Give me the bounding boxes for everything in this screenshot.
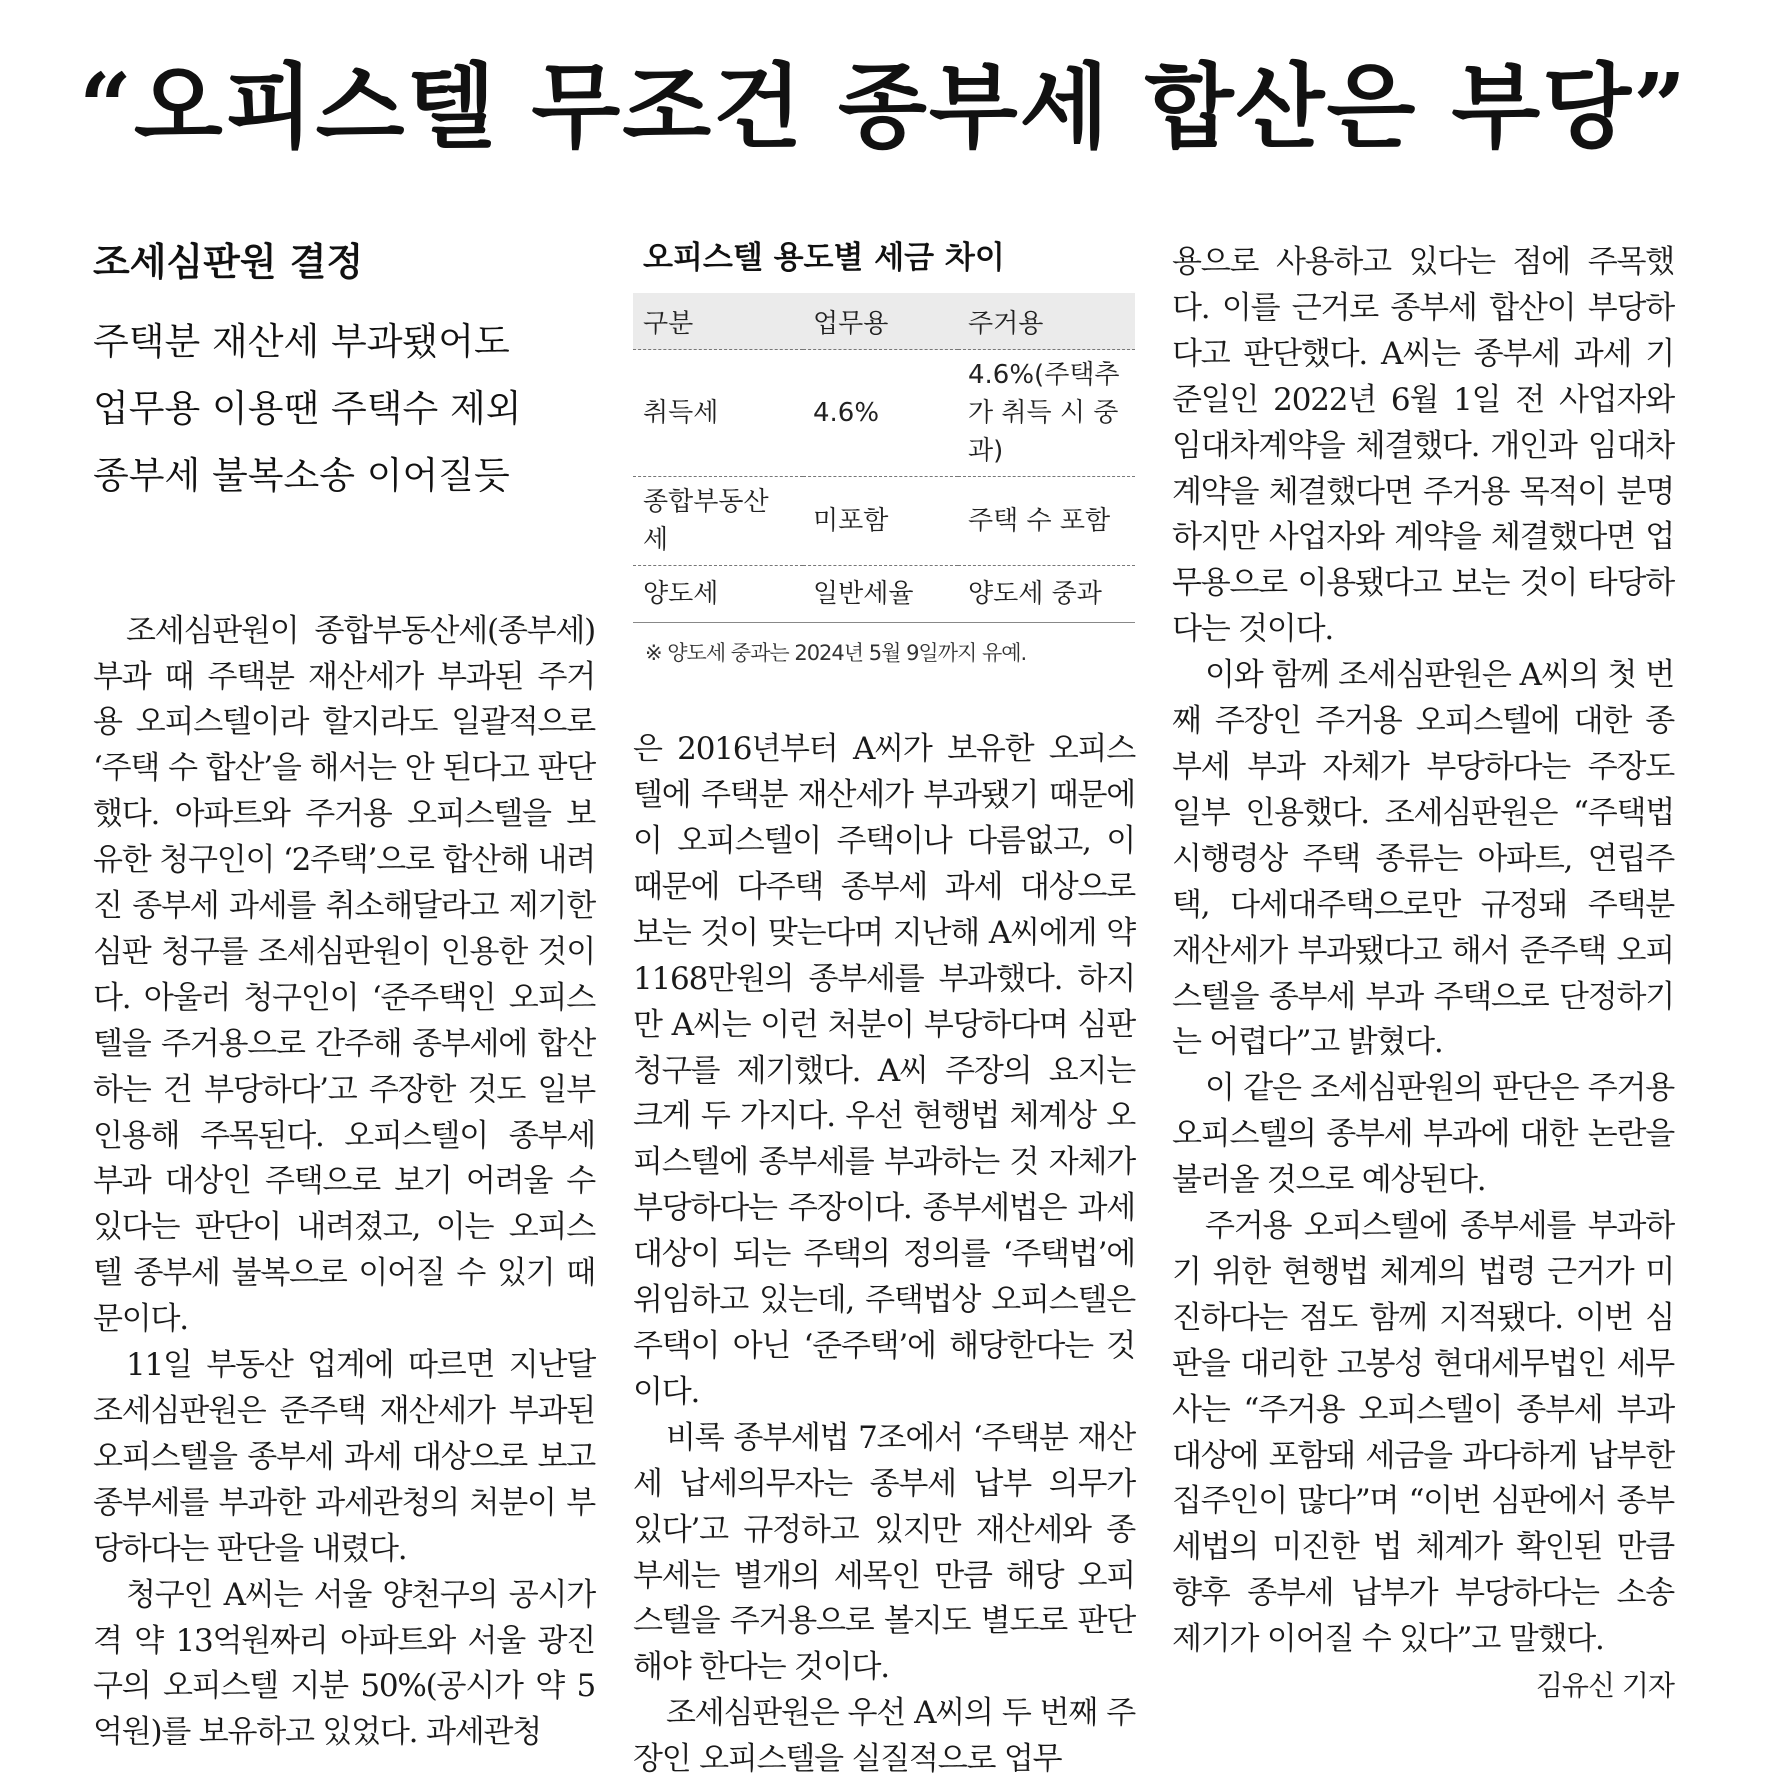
cell-category: 취득세 — [633, 350, 803, 477]
paragraph: 이와 함께 조세심판원은 A씨의 첫 번째 주장인 주거용 오피스텔에 대한 종부세 부과 자체가 부당하다는 주장도 일부 인용했다. 조세심판원은 “주택법 시행령상 주택 종류는 아파트, 연립주택, 다세대주택으로만 규정돼 주택분 재산세가 부과됐다고 해서 준주택 오피스텔을 종부세 부과 주택으로 단정하기는 어렵다”고 밝혔다. — [1172, 657, 1674, 1061]
cell-residential: 양도세 중과 — [958, 566, 1135, 623]
cell-business: 일반세율 — [803, 566, 958, 623]
column-1 — [93, 240, 595, 1756]
cell-business: 미포함 — [803, 477, 958, 566]
article-body-col3 — [1172, 240, 1674, 1703]
table-row — [633, 350, 1135, 477]
kicker: 조세심판원 결정 — [93, 240, 364, 284]
column-2 — [633, 240, 1135, 1783]
paragraph: 조세심판원이 종합부동산세(종부세) 부과 때 주택분 재산세가 부과된 주거용 오피스텔이라 할지라도 일괄적으로 ‘주택 수 합산’을 해서는 안 된다고 판단했다. 아파트와 주거용 오피스텔을 보유한 청구인이 ‘2주택’으로 합산해 내려진 종부세 과세를 취소해달라고 제기한 심판 청구를 조세심판원이 인용한 것이다. 아울러 청구인이 ‘준주택인 오피스텔을 주거용으로 간주해 종부세에 합산하는 건 부당하다’고 주장한 것도 일부 인용해 주목된다. 오피스텔이 종부세 부과 대상인 주택으로 보기 어려울 수 있다는 판단이 내려졌고, 이는 오피스텔 종부세 불복으로 이어질 수 있기 때문이다. — [93, 612, 595, 1338]
cell-category: 종합부동산세 — [633, 477, 803, 566]
cell-category: 양도세 — [633, 566, 803, 623]
tax-comparison-table — [633, 293, 1135, 623]
paragraph: 청구인 A씨는 서울 양천구의 공시가격 약 13억원짜리 아파트와 서울 광진구의 오피스텔 지분 50%(공시가 약 5억원)를 보유하고 있었다. 과세관청 — [93, 1576, 595, 1751]
article-body-col2 — [633, 727, 1135, 1783]
headline: “오피스텔 무조건 종부세 합산은 부당” — [78, 53, 1689, 161]
byline: 김유신 기자 — [1535, 1669, 1674, 1703]
paragraph: 주거용 오피스텔에 종부세를 부과하기 위한 현행법 체계의 법령 근거가 미진하다는 점도 함께 지적됐다. 이번 심판을 대리한 고봉성 현대세무법인 세무사는 “주거용 오피스텔이 종부세 부과 대상에 포함돼 세금을 과다하게 납부한 집주인이 많다”며 “이번 심판에서 종부세법의 미진한 법 체계가 확인된 만큼 향후 종부세 납부가 부당하다는 소송 제기가 이어질 수 있다”고 말했다. — [1172, 1208, 1674, 1658]
header-residential: 주거용 — [958, 293, 1135, 350]
header-business: 업무용 — [803, 293, 958, 350]
table-row — [633, 477, 1135, 566]
paragraph: 은 2016년부터 A씨가 보유한 오피스텔에 주택분 재산세가 부과됐기 때문에 이 오피스텔이 주택이나 다름없고, 이 때문에 다주택 종부세 과세 대상으로 보는 것이 맞는다며 지난해 A씨에게 약 1168만원의 종부세를 부과했다. 하지만 A씨는 이런 처분이 부당하다며 심판 청구를 제기했다. A씨 주장의 요지는 크게 두 가지다. 우선 현행법 체계상 오피스텔에 종부세를 부과하는 것 자체가 부당하다는 주장이다. 종부세법은 과세 대상이 되는 주택의 정의를 ‘주택법’에 위임하고 있는데, 주택법상 오피스텔은 주택이 아닌 ‘준주택’에 해당한다는 것이다. — [633, 731, 1135, 1410]
column-3 — [1172, 240, 1674, 1709]
article-body-col1 — [93, 609, 595, 1757]
subhead-line-1: 주택분 재산세 부과됐어도 — [93, 319, 510, 363]
paragraph: 11일 부동산 업계에 따르면 지난달 조세심판원은 준주택 재산세가 부과된 오피스텔을 종부세 과세 대상으로 보고 종부세를 부과한 과세관청의 처분이 부당하다는 판단을 내렸다. — [93, 1347, 595, 1567]
paragraph: 조세심판원은 우선 A씨의 두 번째 주장인 오피스텔을 실질적으로 업무 — [633, 1695, 1135, 1778]
subhead-line-2: 업무용 이용땐 주택수 제외 — [93, 386, 522, 430]
cell-business: 4.6% — [803, 350, 958, 477]
cell-residential: 4.6%(주택추가 취득 시 중과) — [958, 350, 1135, 477]
paragraph: 용으로 사용하고 있다는 점에 주목했다. 이를 근거로 종부세 합산이 부당하다고 판단했다. A씨는 종부세 과세 기준일인 2022년 6월 1일 전 사업자와 임대차계약을 체결했다. 개인과 임대차계약을 체결했다면 주거용 목적이 분명하지만 사업자와 계약을 체결했다면 업무용으로 이용됐다고 보는 것이 타당하다는 것이다. — [1172, 244, 1674, 648]
cell-residential: 주택 수 포함 — [958, 477, 1135, 566]
paragraph: 비록 종부세법 7조에서 ‘주택분 재산세 납세의무자는 종부세 납부 의무가 있다’고 규정하고 있지만 재산세와 종부세는 별개의 세목인 만큼 해당 오피스텔을 주거용으로 볼지도 별도로 판단해야 한다는 것이다. — [633, 1419, 1135, 1686]
table-row — [633, 566, 1135, 623]
paragraph: 이 같은 조세심판원의 판단은 주거용 오피스텔의 종부세 부과에 대한 논란을 불러올 것으로 예상된다. — [1172, 1070, 1674, 1199]
header-category: 구분 — [633, 293, 803, 350]
table-header-row — [633, 293, 1135, 350]
table-footnote: ※ 양도세 중과는 2024년 5월 9일까지 유예. — [645, 641, 1027, 666]
table-title: 오피스텔 용도별 세금 차이 — [643, 240, 1005, 276]
subhead-line-3: 종부세 불복소송 이어질듯 — [93, 453, 510, 497]
